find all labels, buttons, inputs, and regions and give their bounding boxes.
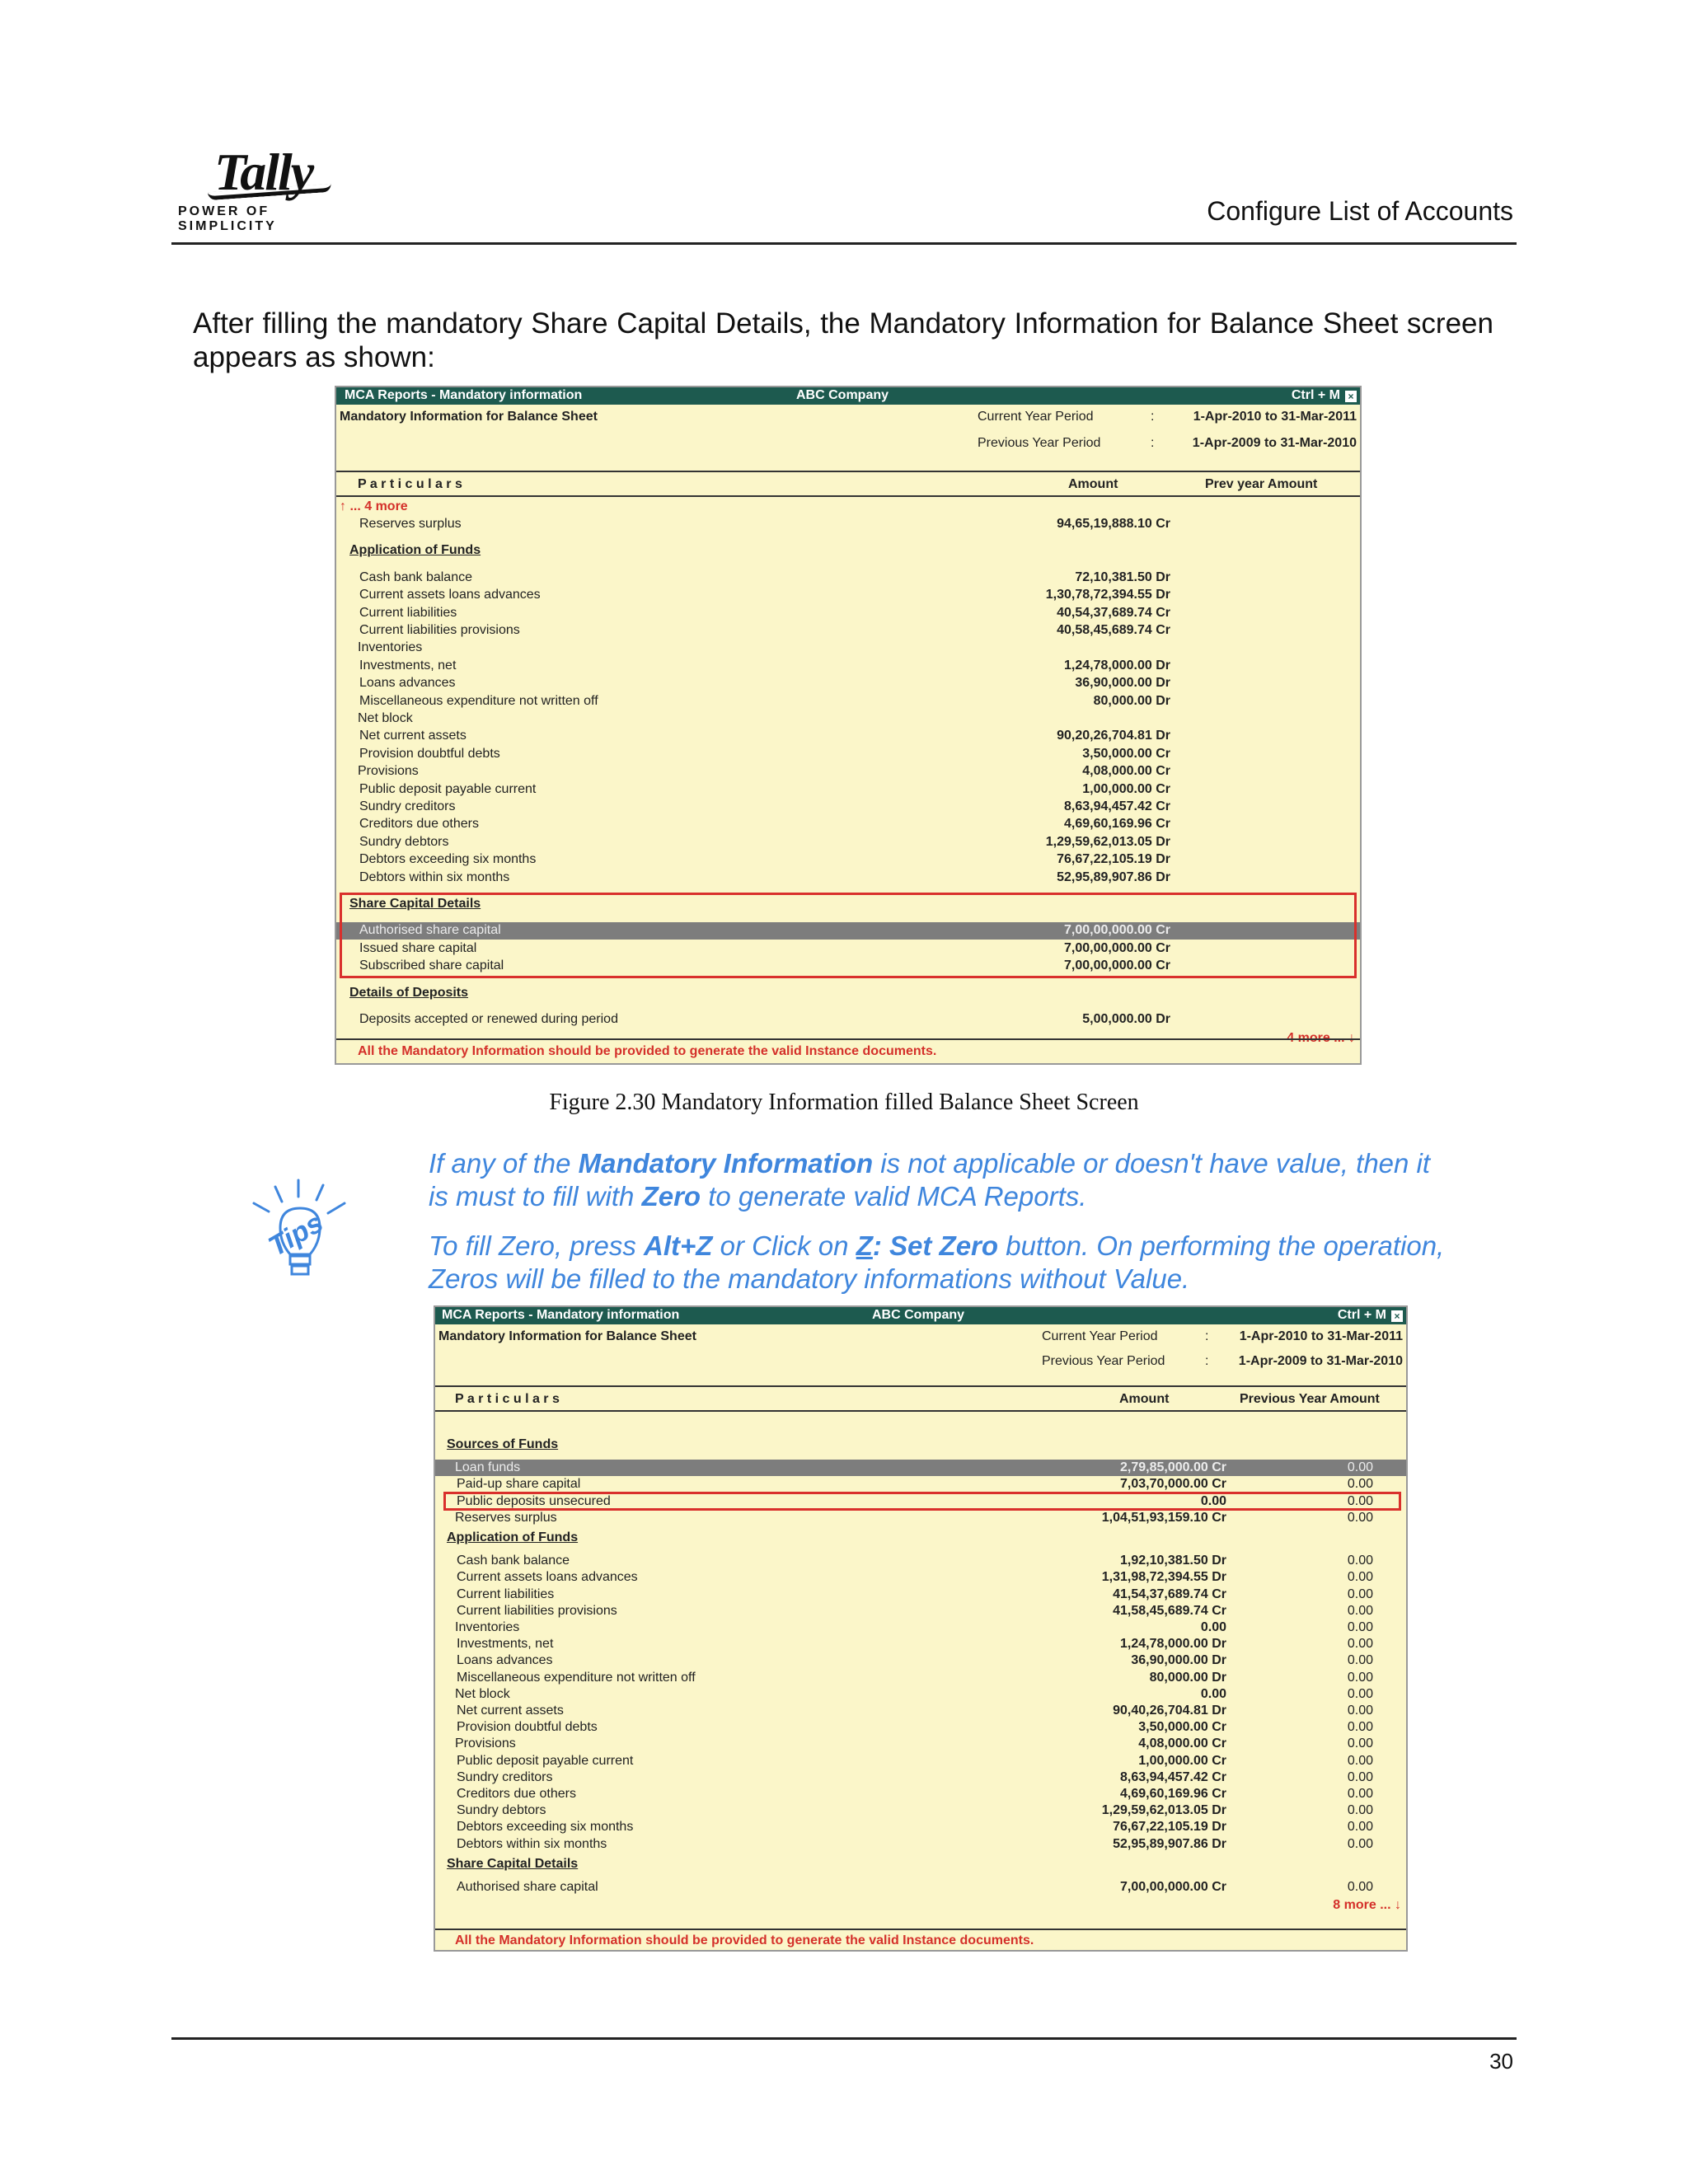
figure-caption: Figure 2.30 Mandatory Information filled Balance Sheet Screen (549, 1090, 1139, 1115)
row-prev-amount[interactable]: 0.00 (1347, 1570, 1373, 1585)
row-label: Issued share capital (359, 940, 477, 955)
row-label: Investments, net (359, 658, 457, 673)
row-amount[interactable]: 0.00 (1200, 1686, 1226, 1701)
row-label: Current liabilities (359, 605, 457, 620)
shortcut-label: Ctrl + M (1337, 1308, 1386, 1322)
group-heading (435, 1856, 1406, 1872)
row-prev-amount[interactable]: 0.00 (1347, 1704, 1373, 1718)
row-amount[interactable]: 4,69,60,169.96 Cr (1120, 1787, 1226, 1801)
ledger-row[interactable] (435, 1652, 1406, 1669)
ledger-row[interactable] (336, 693, 1360, 710)
previous-period: 1-Apr-2009 to 31-Mar-2010 (1238, 1354, 1403, 1368)
row-label: Net block (455, 1686, 510, 1701)
row-label: Net block (358, 711, 413, 725)
col-particulars: P a r t i c u l a r s (358, 477, 462, 491)
row-amount[interactable]: 40,58,45,689.74 Cr (1057, 623, 1170, 637)
bar-title: MCA Reports - Mandatory information (442, 1308, 680, 1322)
row-amount[interactable]: 3,50,000.00 Cr (1138, 1720, 1226, 1735)
row-label: Miscellaneous expenditure not written off (457, 1670, 696, 1685)
col-particulars: P a r t i c u l a r s (455, 1392, 560, 1406)
ledger-row[interactable] (336, 710, 1360, 728)
row-label: Inventories (358, 640, 423, 655)
ledger-row[interactable] (336, 851, 1360, 869)
footer-text: All the Mandatory Information should be provided to generate the valid Instance documents. (358, 1044, 937, 1058)
more-indicator-label: ↑ ... 4 more (340, 499, 408, 513)
row-amount[interactable]: 0.00 (1200, 1493, 1226, 1508)
row-amount[interactable]: 40,54,37,689.74 Cr (1057, 605, 1170, 620)
row-label: Public deposit payable current (457, 1753, 634, 1768)
ledger-row[interactable] (336, 658, 1360, 675)
row-amount[interactable]: 7,00,00,000.00 Cr (1064, 940, 1170, 955)
row-label: Share Capital Details (447, 1856, 579, 1871)
row-prev-amount[interactable]: 0.00 (1347, 1803, 1373, 1818)
row-label: Details of Deposits (349, 985, 469, 1000)
ledger-row[interactable] (435, 1686, 1406, 1703)
report-title: Mandatory Information for Balance Sheet (438, 1329, 696, 1343)
company-name: ABC Company (796, 388, 889, 402)
row-label: Loan funds (455, 1460, 521, 1475)
row-prev-amount[interactable]: 0.00 (1347, 1460, 1373, 1475)
intro-paragraph: After filling the mandatory Share Capital Details, the Mandatory Information for Balance Sheet screen appears as shown: (193, 307, 1493, 373)
ledger-row[interactable] (336, 799, 1360, 816)
row-amount[interactable]: 4,69,60,169.96 Cr (1064, 817, 1170, 832)
row-label: Provisions (358, 764, 419, 779)
row-amount[interactable]: 7,03,70,000.00 Cr (1120, 1477, 1226, 1492)
column-headers (336, 472, 1360, 497)
more-indicator-top[interactable] (336, 499, 1360, 516)
logo-text: Tally (214, 143, 313, 201)
row-amount[interactable]: 41,54,37,689.74 Cr (1113, 1586, 1226, 1601)
row-amount[interactable]: 80,000.00 Dr (1149, 1670, 1226, 1685)
separator: : (1151, 436, 1155, 450)
previous-period-label: Previous Year Period (1042, 1354, 1165, 1368)
close-icon[interactable]: × (1391, 1310, 1403, 1322)
row-prev-amount[interactable]: 0.00 (1347, 1670, 1373, 1685)
group-heading (435, 1436, 1406, 1453)
row-label: Loans advances (457, 1653, 553, 1668)
tip-emphasis: Mandatory Information (578, 1148, 874, 1179)
ledger-row[interactable] (336, 587, 1360, 604)
tip-text: to generate valid MCA Reports. (701, 1181, 1087, 1212)
ledger-row[interactable] (435, 1586, 1406, 1603)
column-headers (435, 1387, 1406, 1412)
ledger-row[interactable] (435, 1670, 1406, 1686)
header-rule (171, 242, 1517, 245)
tip-text: If any of the (429, 1148, 579, 1179)
ledger-row[interactable] (336, 640, 1360, 657)
row-label: Cash bank balance (457, 1554, 570, 1568)
row-label: Public deposits unsecured (457, 1493, 611, 1508)
current-period: 1-Apr-2010 to 31-Mar-2011 (1239, 1329, 1403, 1343)
group-heading (435, 1530, 1406, 1546)
ledger-row[interactable] (435, 1879, 1406, 1896)
separator: : (1205, 1329, 1209, 1343)
row-label: Inventories (455, 1620, 520, 1634)
col-amount: Amount (1119, 1392, 1170, 1406)
col-amount: Amount (1068, 477, 1118, 491)
highlight-box-share-capital (340, 893, 1357, 978)
title-bar (336, 387, 1360, 405)
ledger-row[interactable] (336, 746, 1360, 763)
row-label: Sundry debtors (457, 1803, 546, 1818)
ledger-row[interactable] (336, 516, 1360, 533)
ledger-row[interactable] (435, 1786, 1406, 1802)
row-amount[interactable]: 7,00,00,000.00 Cr (1120, 1880, 1226, 1894)
row-prev-amount[interactable]: 0.00 (1347, 1510, 1373, 1525)
ledger-row[interactable] (336, 622, 1360, 640)
shortcut-group (1338, 1308, 1403, 1323)
previous-period-label: Previous Year Period (978, 436, 1101, 450)
row-label: Investments, net (457, 1637, 554, 1652)
close-icon[interactable]: × (1345, 391, 1357, 402)
ledger-row[interactable] (435, 1802, 1406, 1819)
row-amount[interactable]: 90,20,26,704.81 Dr (1057, 729, 1170, 743)
row-amount[interactable]: 41,58,45,689.74 Cr (1113, 1603, 1226, 1618)
ledger-row[interactable] (435, 1603, 1406, 1619)
group-heading (336, 985, 1360, 1002)
row-label: Application of Funds (447, 1530, 579, 1544)
ledger-row[interactable] (336, 1011, 1360, 1029)
more-indicator-bottom[interactable] (435, 1897, 1406, 1915)
ledger-row[interactable] (435, 1819, 1406, 1835)
ledger-row[interactable] (336, 728, 1360, 745)
row-label: Provision doubtful debts (359, 746, 500, 761)
more-indicator-label: 4 more ... ↓ (1287, 1031, 1355, 1046)
row-amount[interactable]: 4,08,000.00 Cr (1138, 1736, 1226, 1751)
ledger-row[interactable] (336, 605, 1360, 622)
row-label: Reserves surplus (455, 1510, 557, 1525)
set-zero-key-letter: Z (856, 1230, 873, 1261)
row-amount[interactable]: 1,24,78,000.00 Dr (1120, 1637, 1226, 1652)
row-amount[interactable]: 7,00,00,000.00 Cr (1064, 923, 1170, 938)
row-prev-amount[interactable]: 0.00 (1347, 1736, 1373, 1751)
row-prev-amount[interactable]: 0.00 (1347, 1880, 1373, 1894)
row-amount[interactable]: 0.00 (1200, 1620, 1226, 1634)
ledger-row[interactable] (336, 781, 1360, 799)
row-label: Sundry creditors (359, 799, 456, 813)
set-zero-key (856, 1230, 998, 1261)
row-amount[interactable]: 8,63,94,457.42 Cr (1120, 1769, 1226, 1784)
tip-text: is not applicable or doesn't have value, then it is must to fill with (429, 1148, 1431, 1212)
tip-paragraph-1 (429, 1147, 1451, 1213)
row-label: Current liabilities provisions (359, 623, 520, 637)
row-amount[interactable]: 36,90,000.00 Dr (1075, 676, 1170, 691)
row-amount[interactable]: 76,67,22,105.19 Dr (1113, 1820, 1226, 1835)
ledger-row[interactable] (435, 1719, 1406, 1736)
row-label: Current liabilities provisions (457, 1603, 617, 1618)
row-label: Creditors due others (359, 817, 479, 832)
ledger-row[interactable] (336, 816, 1360, 833)
row-amount[interactable]: 4,08,000.00 Cr (1082, 764, 1170, 779)
page-number: 30 (1489, 2049, 1513, 2074)
set-zero-label: : Set Zero (872, 1230, 999, 1261)
row-amount[interactable]: 36,90,000.00 Dr (1131, 1653, 1226, 1668)
more-indicator-label: 8 more ... ↓ (1333, 1898, 1401, 1913)
footer-text: All the Mandatory Information should be provided to generate the valid Instance documents. (455, 1933, 1034, 1947)
footer-rule (171, 2037, 1517, 2040)
row-label: Creditors due others (457, 1787, 576, 1801)
row-amount[interactable]: 3,50,000.00 Cr (1082, 746, 1170, 761)
row-amount[interactable]: 1,29,59,62,013.05 Dr (1045, 834, 1170, 849)
ledger-row[interactable] (435, 1510, 1406, 1526)
highlight-box-public-deposits (443, 1492, 1401, 1511)
shortcut-label: Ctrl + M (1291, 388, 1340, 402)
row-amount[interactable]: 1,24,78,000.00 Dr (1064, 658, 1170, 673)
row-prev-amount[interactable]: 0.00 (1347, 1493, 1373, 1508)
row-label: Current assets loans advances (457, 1570, 638, 1585)
tip-text: To fill Zero, press (429, 1230, 645, 1261)
col-prev-amount: Prev year Amount (1205, 477, 1318, 491)
ledger-row[interactable] (336, 675, 1360, 692)
row-prev-amount[interactable]: 0.00 (1347, 1653, 1373, 1668)
report-title: Mandatory Information for Balance Sheet (340, 410, 598, 424)
ledger-row[interactable] (336, 569, 1360, 587)
row-label: Sundry debtors (359, 834, 449, 849)
row-prev-amount[interactable]: 0.00 (1347, 1603, 1373, 1618)
row-amount[interactable]: 7,00,00,000.00 Cr (1064, 958, 1170, 973)
report-header (336, 405, 1360, 472)
row-label: Net current assets (457, 1704, 564, 1718)
footer-message (336, 1038, 1360, 1063)
tally-logo (175, 138, 373, 233)
row-amount[interactable]: 1,92,10,381.50 Dr (1120, 1554, 1226, 1568)
ledger-row[interactable] (336, 834, 1360, 851)
row-label: Sundry creditors (457, 1769, 553, 1784)
tips-text (429, 1147, 1451, 1312)
tip-shortcut: Alt+Z (644, 1230, 713, 1261)
row-amount[interactable]: 5,00,000.00 Dr (1082, 1012, 1170, 1026)
ledger-row[interactable] (435, 1619, 1406, 1636)
ledger-row[interactable] (435, 1769, 1406, 1786)
ledger-row[interactable] (435, 1553, 1406, 1569)
row-label: Current liabilities (457, 1586, 555, 1601)
row-label: Subscribed share capital (359, 958, 504, 973)
row-amount[interactable]: 94,65,19,888.10 Cr (1057, 517, 1170, 531)
row-amount[interactable]: 1,31,98,72,394.55 Dr (1101, 1570, 1226, 1585)
row-label: Authorised share capital (359, 923, 501, 938)
row-label: Miscellaneous expenditure not written off (359, 693, 598, 708)
row-label: Deposits accepted or renewed during period (359, 1012, 618, 1026)
shortcut-group (1292, 388, 1357, 403)
row-prev-amount[interactable]: 0.00 (1347, 1753, 1373, 1768)
row-label: Current assets loans advances (359, 588, 541, 602)
row-prev-amount[interactable]: 0.00 (1347, 1787, 1373, 1801)
row-amount[interactable]: 1,00,000.00 Cr (1138, 1753, 1226, 1768)
previous-period: 1-Apr-2009 to 31-Mar-2010 (1192, 436, 1357, 450)
row-label: Loans advances (359, 676, 456, 691)
footer-message (435, 1929, 1406, 1950)
row-label: Debtors within six months (457, 1836, 607, 1851)
row-label: Paid-up share capital (457, 1477, 581, 1492)
group-heading (336, 542, 1360, 560)
current-period-label: Current Year Period (1042, 1329, 1158, 1343)
tips-label: Tips (263, 1207, 329, 1263)
tally-screen-filled (335, 386, 1362, 1065)
row-prev-amount[interactable]: 0.00 (1347, 1686, 1373, 1701)
separator: : (1151, 410, 1155, 424)
row-amount[interactable]: 1,29,59,62,013.05 Dr (1101, 1803, 1226, 1818)
row-prev-amount[interactable]: 0.00 (1347, 1769, 1373, 1784)
row-amount[interactable]: 2,79,85,000.00 Cr (1120, 1460, 1226, 1475)
row-label: Reserves surplus (359, 517, 462, 531)
row-prev-amount[interactable]: 0.00 (1347, 1586, 1373, 1601)
ledger-row[interactable] (435, 1460, 1406, 1476)
row-label: Application of Funds (349, 543, 481, 558)
row-prev-amount[interactable]: 0.00 (1347, 1554, 1373, 1568)
row-amount[interactable]: 1,00,000.00 Cr (1082, 781, 1170, 796)
row-label: Debtors exceeding six months (359, 852, 537, 867)
logo-tagline: POWER OF SIMPLICITY (178, 204, 277, 233)
row-label: Sources of Funds (447, 1437, 559, 1451)
row-label: Provision doubtful debts (457, 1720, 598, 1735)
row-label: Net current assets (359, 729, 467, 743)
tally-screen-zero-filled (434, 1305, 1408, 1952)
tip-emphasis: Zero (641, 1181, 701, 1212)
row-label: Provisions (455, 1736, 516, 1751)
row-amount[interactable]: 52,95,89,907.86 Dr (1057, 869, 1170, 884)
row-amount[interactable]: 1,30,78,72,394.55 Dr (1045, 588, 1170, 602)
company-name: ABC Company (872, 1308, 965, 1322)
row-amount[interactable]: 72,10,381.50 Dr (1075, 569, 1170, 584)
row-amount[interactable]: 8,63,94,457.42 Cr (1064, 799, 1170, 813)
row-amount[interactable]: 76,67,22,105.19 Dr (1057, 852, 1170, 867)
row-label: Authorised share capital (457, 1880, 598, 1894)
bar-title: MCA Reports - Mandatory information (345, 388, 583, 402)
row-amount[interactable]: 52,95,89,907.86 Dr (1113, 1836, 1226, 1851)
tip-paragraph-2 (429, 1230, 1451, 1296)
ledger-row[interactable] (435, 1569, 1406, 1586)
current-period-label: Current Year Period (978, 410, 1094, 424)
row-amount[interactable]: 90,40,26,704.81 Dr (1113, 1704, 1226, 1718)
row-amount[interactable]: 80,000.00 Dr (1093, 693, 1170, 708)
ledger-row[interactable] (435, 1736, 1406, 1752)
ledger-row[interactable] (435, 1836, 1406, 1853)
row-prev-amount[interactable]: 0.00 (1347, 1477, 1373, 1492)
row-prev-amount[interactable]: 0.00 (1347, 1820, 1373, 1835)
separator: : (1205, 1354, 1209, 1368)
tips-lightbulb-icon (247, 1179, 354, 1294)
ledger-row[interactable] (336, 869, 1360, 887)
row-label: Debtors within six months (359, 869, 510, 884)
row-prev-amount[interactable]: 0.00 (1347, 1836, 1373, 1851)
row-prev-amount[interactable]: 0.00 (1347, 1637, 1373, 1652)
row-label: Public deposit payable current (359, 781, 537, 796)
row-amount[interactable]: 1,04,51,93,159.10 Cr (1101, 1510, 1226, 1525)
col-prev-amount: Previous Year Amount (1240, 1392, 1380, 1406)
section-title: Configure List of Accounts (1207, 196, 1513, 226)
row-prev-amount[interactable]: 0.00 (1347, 1720, 1373, 1735)
row-prev-amount[interactable]: 0.00 (1347, 1620, 1373, 1634)
ledger-row[interactable] (435, 1476, 1406, 1493)
row-label: Cash bank balance (359, 569, 472, 584)
report-header (435, 1324, 1406, 1387)
ledger-row[interactable] (435, 1636, 1406, 1652)
ledger-row[interactable] (435, 1753, 1406, 1769)
ledger-row[interactable] (336, 763, 1360, 780)
row-label: Debtors exceeding six months (457, 1820, 634, 1835)
tip-text: button. On performing the operation, Zeros will be filled to the mandatory informations without Value. (429, 1230, 1445, 1294)
tip-text: or Click on (712, 1230, 856, 1261)
row-label: Share Capital Details (349, 897, 481, 911)
current-period: 1-Apr-2010 to 31-Mar-2011 (1193, 410, 1357, 424)
title-bar (435, 1307, 1406, 1324)
ledger-row[interactable] (435, 1703, 1406, 1719)
